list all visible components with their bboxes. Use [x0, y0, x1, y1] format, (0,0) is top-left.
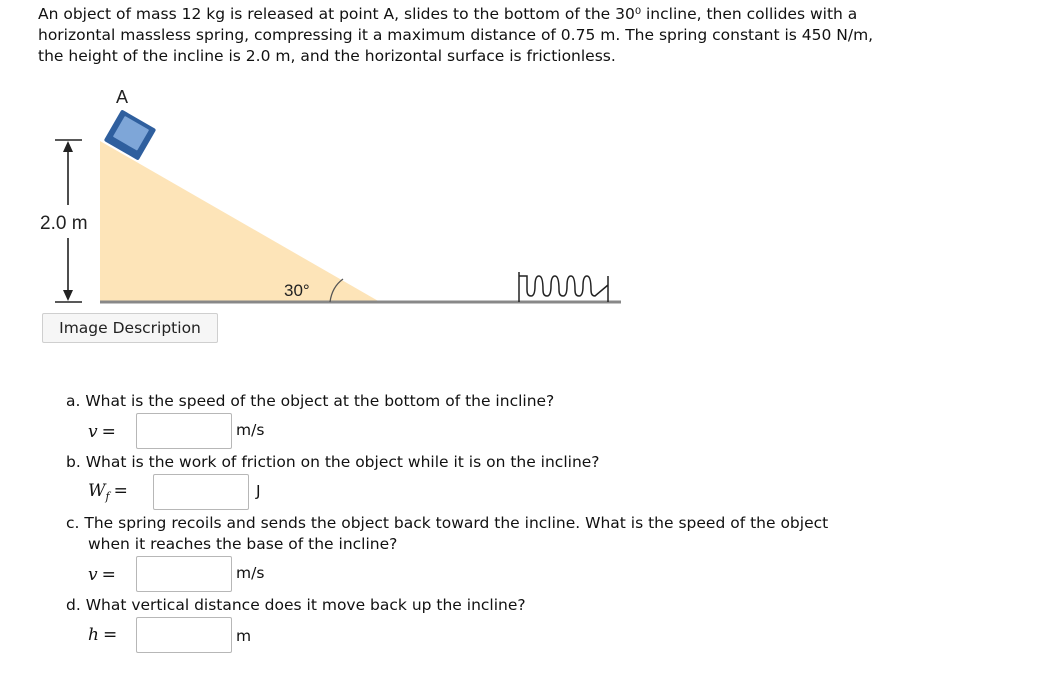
- question-d-unit: m: [236, 627, 252, 645]
- question-c-equals: =: [101, 565, 116, 585]
- question-b-equals: =: [113, 481, 128, 501]
- incline-figure: [0, 78, 700, 313]
- answer-b-input[interactable]: [153, 474, 249, 510]
- question-b-var: W: [88, 481, 106, 501]
- question-c-variable: [88, 565, 116, 585]
- question-a-var: v: [88, 422, 98, 442]
- height-label: 2.0 m: [40, 213, 88, 234]
- question-b-variable: [88, 481, 128, 503]
- question-c-var: v: [88, 565, 98, 585]
- question-a-variable: [88, 422, 116, 442]
- answer-d-input[interactable]: [136, 617, 232, 653]
- question-a-text: a. What is the speed of the object at the bottom of the incline?: [66, 392, 555, 410]
- incline-triangle: [100, 141, 380, 302]
- question-d-variable: [88, 625, 117, 645]
- question-b-unit: J: [256, 482, 261, 500]
- problem-line-1: An object of mass 12 kg is released at point A, slides to the bottom of the 30⁰ incline, then collides with a: [38, 5, 858, 23]
- spring: [519, 272, 608, 302]
- answer-c-input[interactable]: [136, 556, 232, 592]
- question-a-equals: =: [101, 422, 116, 442]
- problem-line-2: horizontal massless spring, compressing it a maximum distance of 0.75 m. The spring constant is 450 N/m,: [38, 26, 874, 44]
- question-d-var: h: [88, 625, 99, 645]
- question-c-unit: m/s: [236, 564, 265, 582]
- question-a-unit: m/s: [236, 421, 265, 439]
- question-c-text-line-1: c. The spring recoils and sends the object back toward the incline. What is the speed of the object: [66, 514, 829, 532]
- angle-label: 30°: [284, 281, 310, 300]
- question-d-equals: =: [102, 625, 118, 645]
- point-a-label: A: [116, 87, 129, 107]
- problem-line-3: the height of the incline is 2.0 m, and the horizontal surface is frictionless.: [38, 47, 616, 65]
- question-b-text: b. What is the work of friction on the object while it is on the incline?: [66, 453, 600, 471]
- question-b-subscript: f: [105, 490, 110, 503]
- image-description-button[interactable]: Image Description: [42, 313, 218, 343]
- problem-statement: [38, 4, 1028, 67]
- question-c-text-line-2: when it reaches the base of the incline?: [88, 535, 398, 553]
- answer-a-input[interactable]: [136, 413, 232, 449]
- question-d-text: d. What vertical distance does it move back up the incline?: [66, 596, 526, 614]
